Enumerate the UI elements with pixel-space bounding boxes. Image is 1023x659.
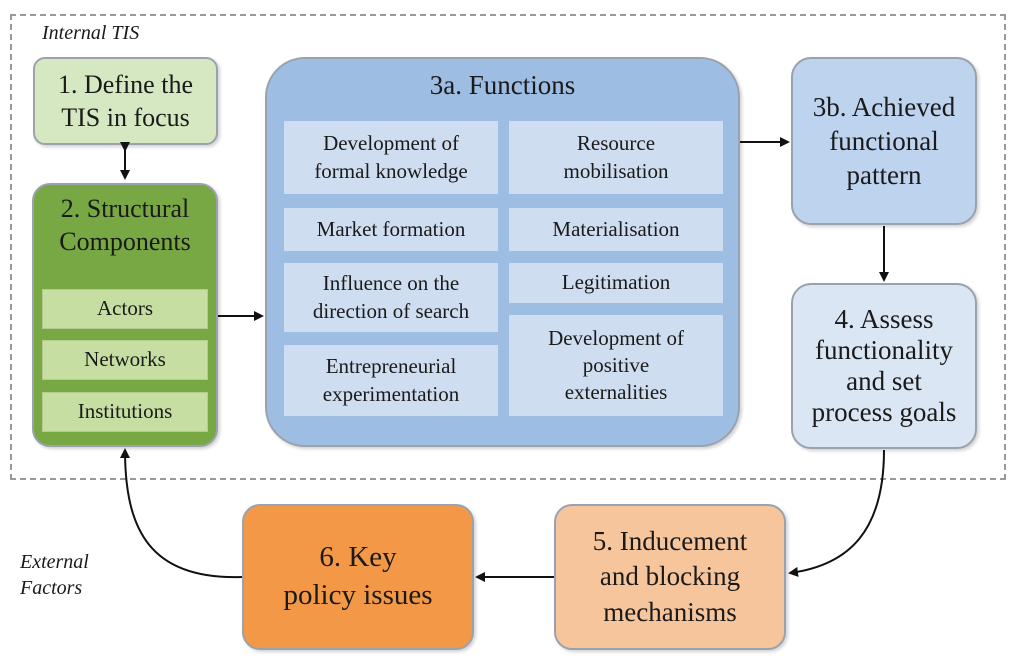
function-direction-of-search: Influence on the direction of search xyxy=(284,263,498,332)
step6-key-policy-issues-box: 6. Key policy issues xyxy=(242,504,474,650)
step3b-functional-pattern-box: 3b. Achieved functional pattern xyxy=(791,57,977,225)
step5-inducement-blocking-box: 5. Inducement and blocking mechanisms xyxy=(554,504,786,650)
function-entrepreneurial-experimentation: Entrepreneurial experimentation xyxy=(284,345,498,416)
function-legitimation: Legitimation xyxy=(509,263,723,303)
arrow-step4-step5 xyxy=(790,450,884,573)
step4-assess-functionality-box: 4. Assess functionality and set process goals xyxy=(791,283,977,449)
step1-define-tis-box: 1. Define the TIS in focus xyxy=(33,57,218,145)
external-factors-label: External Factors xyxy=(20,551,89,599)
function-resource-mobilisation: Resource mobilisation xyxy=(509,121,723,194)
component-actors: Actors xyxy=(42,289,208,329)
function-positive-externalities: Development of positive externalities xyxy=(509,315,723,416)
function-market-formation: Market formation xyxy=(284,208,498,251)
component-networks: Networks xyxy=(42,340,208,380)
component-institutions: Institutions xyxy=(42,392,208,432)
function-formal-knowledge: Development of formal knowledge xyxy=(284,121,498,194)
step3a-title: 3a. Functions xyxy=(429,70,576,100)
function-materialisation: Materialisation xyxy=(509,208,723,251)
internal-tis-label: Internal TIS xyxy=(42,22,140,44)
step2-title: 2. Structural Components xyxy=(59,194,191,257)
arrow-step6-step2 xyxy=(125,450,242,577)
